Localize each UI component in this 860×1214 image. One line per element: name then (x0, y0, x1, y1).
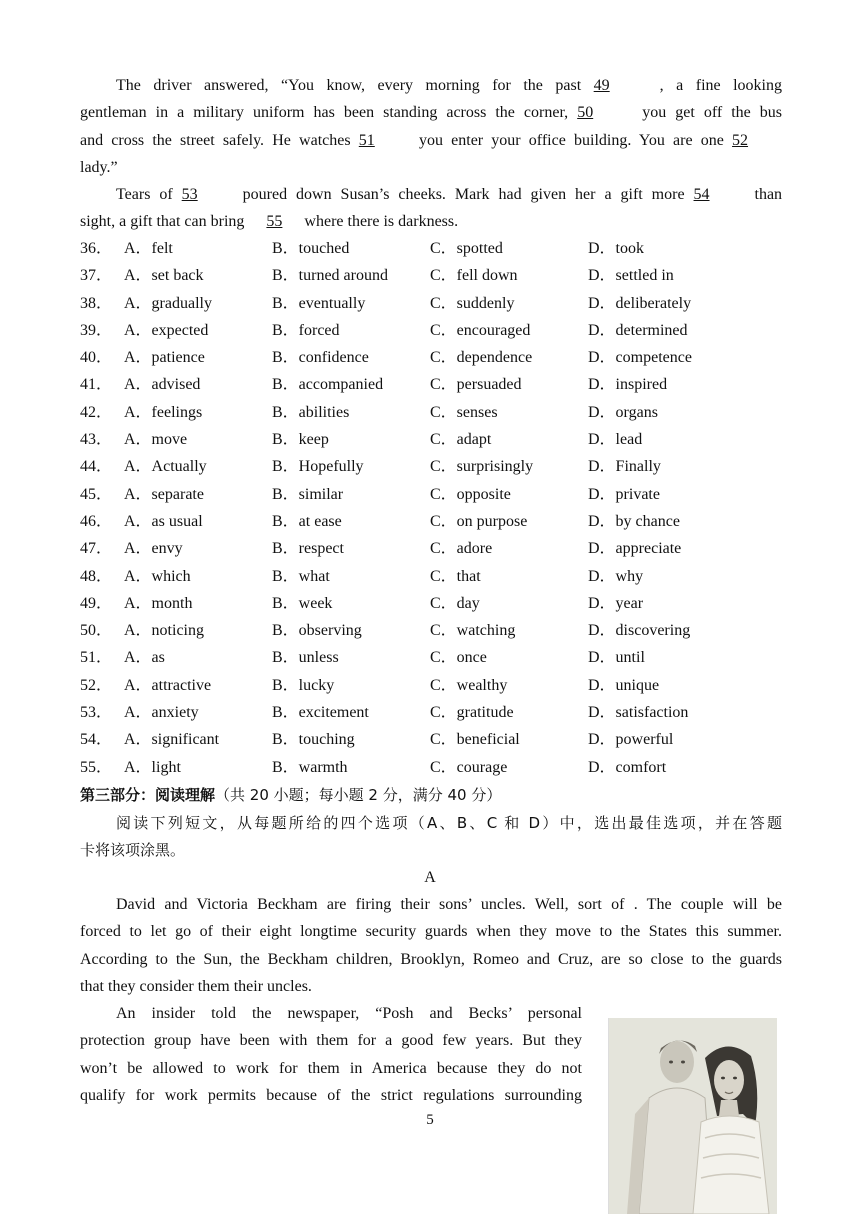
option-d: D．satisfaction (588, 704, 689, 722)
option-row: 50． A．noticing B．observing C．watching D．discovering (80, 617, 782, 644)
passage-line: Tears of 53 poured down Susan’s cheeks. Mark had given her a gift more 54 than (80, 181, 782, 208)
passage-line: and cross the street safely. He watches 51 you enter your office building. You are one 52 (80, 127, 782, 154)
option-row: 49． A．month B．week C．day D．year (80, 590, 782, 617)
option-b: B．excitement (272, 704, 369, 722)
option-d: D．took (588, 240, 645, 257)
passage-a-paragraph-1: David and Victoria Beckham are firing their sons’ uncles. Well, sort of . The couple will be forced to let go of their eight longtime security guards when they move to the States this summer. According to the Sun, the Beckham children, Brooklyn, Romeo and Cruz, are so close to the guards that they consider them their uncles. (80, 896, 782, 995)
option-row: 39． A．expected B．forced C．encouraged D．determined (80, 317, 782, 344)
option-b: B．turned around (272, 267, 388, 285)
option-c: C．spotted (430, 240, 503, 257)
option-c: C．adore (430, 540, 493, 558)
option-a: A．which (124, 567, 191, 585)
passage-a-paragraph-2: An insider told the newspaper, “Posh and Becks’ personal protection group have been with them for a good few years. But they won’t be allowed to work for them in America because they do not qualify for work permits because of the strict regulations surrounding (80, 1005, 582, 1104)
option-a: A．as (124, 649, 165, 667)
option-d: D．year (588, 594, 644, 612)
option-a: A．light (124, 758, 181, 776)
page-number: 5 (426, 1112, 434, 1128)
part3-instructions: 阅读下列短文，从每题所给的四个选项（A、B、C 和 D）中，选出最佳选项，并在答题 卡将该项涂黑。 (80, 814, 782, 860)
passage-line: The driver answered, “You know, every morning for the past 49 , a fine looking (80, 72, 782, 99)
option-b: B．touched (272, 240, 350, 257)
option-b: B．respect (272, 540, 344, 558)
option-row: 36． A．felt B．touched C．spotted D．took (80, 235, 782, 262)
option-row: 54． A．significant B．touching C．beneficial D．powerful (80, 726, 782, 753)
option-d: D．private (588, 485, 660, 503)
option-c: C．watching (430, 622, 516, 640)
option-b: B．warmth (272, 758, 348, 776)
option-a: A．attractive (124, 676, 212, 694)
option-b: B．week (272, 594, 333, 612)
option-c: C．beneficial (430, 731, 520, 749)
option-b: B．observing (272, 622, 362, 640)
option-b: B．lucky (272, 676, 335, 694)
option-b: B．eventually (272, 294, 366, 312)
option-c: C．that (430, 567, 481, 585)
option-d: D．lead (588, 431, 643, 449)
option-b: B．what (272, 567, 330, 585)
option-d: D．unique (588, 676, 660, 694)
option-row: 38． A．gradually B．eventually C．suddenly D．deliberately (80, 290, 782, 317)
passage-line: lady.” (80, 158, 118, 176)
option-row: 55． A．light B．warmth C．courage D．comfort (80, 754, 782, 781)
option-d: D．why (588, 567, 644, 585)
option-b: B．keep (272, 431, 329, 449)
option-a: A．set back (124, 267, 204, 285)
option-d: D．discovering (588, 622, 691, 640)
option-row: 47． A．envy B．respect C．adore D．appreciate (80, 535, 782, 562)
option-b: B．confidence (272, 349, 369, 367)
option-c: C．on purpose (430, 512, 528, 530)
option-a: A．patience (124, 349, 205, 367)
option-a: A．gradually (124, 294, 212, 312)
option-row: 43． A．move B．keep C．adapt D．lead (80, 426, 782, 453)
option-c: C．gratitude (430, 704, 514, 722)
option-row: 44． A．Actually B．Hopefully C．surprisingly D．Finally (80, 453, 782, 480)
option-d: D．powerful (588, 731, 674, 749)
option-a: A．felt (124, 240, 173, 257)
option-b: B．similar (272, 485, 344, 503)
option-b: B．accompanied (272, 376, 384, 394)
option-b: B．Hopefully (272, 458, 364, 476)
option-row: 51． A．as B．unless C．once D．until (80, 644, 782, 671)
option-b: B．touching (272, 731, 355, 749)
option-d: D．competence (588, 349, 692, 367)
option-d: D．determined (588, 321, 688, 339)
option-a: A．anxiety (124, 704, 199, 722)
option-row: 45． A．separate B．similar C．opposite D．private (80, 481, 782, 508)
option-c: C．senses (430, 403, 498, 421)
option-a: A．advised (124, 376, 201, 394)
option-b: B．forced (272, 321, 340, 339)
option-c: C．adapt (430, 431, 492, 449)
option-d: D．settled in (588, 267, 674, 285)
option-row: 52． A．attractive B．lucky C．wealthy D．unique (80, 672, 782, 699)
option-c: C．suddenly (430, 294, 515, 312)
option-row: 40． A．patience B．confidence C．dependence D．competence (80, 344, 782, 371)
blank-50: 50 (577, 104, 594, 122)
option-row: 42． A．feelings B．abilities C．senses D．organs (80, 399, 782, 426)
option-row: 37． A．set back B．turned around C．fell down D．settled in (80, 262, 782, 289)
option-a: A．significant (124, 731, 220, 749)
option-c: C．opposite (430, 485, 511, 503)
option-d: D．inspired (588, 376, 668, 394)
blank-54: 54 (693, 186, 710, 204)
option-d: D．Finally (588, 458, 661, 476)
part3-title: 第三部分：阅读理解 (80, 786, 216, 804)
part3-heading (80, 783, 501, 808)
option-a: A．move (124, 431, 188, 449)
option-d: D．appreciate (588, 540, 682, 558)
blank-49: 49 (593, 77, 610, 94)
option-a: A．month (124, 594, 193, 612)
blank-52: 52 (732, 131, 749, 149)
option-c: C．fell down (430, 267, 518, 285)
option-d: D．until (588, 649, 645, 667)
option-c: C．courage (430, 758, 508, 776)
option-row: 46． A．as usual B．at ease C．on purpose D．by chance (80, 508, 782, 535)
option-c: C．surprisingly (430, 458, 534, 476)
option-row: 53． A．anxiety B．excitement C．gratitude D．satisfaction (80, 699, 782, 726)
part3-scoring-note: （共 20 小题；每小题 2 分，满分 40 分） (215, 786, 502, 804)
option-c: C．encouraged (430, 321, 531, 339)
option-row: 48． A．which B．what C．that D．why (80, 563, 782, 590)
option-c: C．dependence (430, 349, 533, 367)
passage-line: sight, a gift that can bring 55 where there is darkness. (80, 208, 782, 235)
option-b: B．abilities (272, 403, 350, 421)
option-b: B．at ease (272, 512, 342, 530)
option-c: C．persuaded (430, 376, 522, 394)
option-a: A．noticing (124, 622, 204, 640)
option-a: A．Actually (124, 458, 207, 476)
blank-55: 55 (266, 213, 283, 231)
answer-options-list (80, 235, 782, 781)
blank-51: 51 (358, 131, 375, 149)
option-a: A．as usual (124, 512, 203, 530)
option-d: D．by chance (588, 512, 680, 530)
option-a: A．separate (124, 485, 204, 503)
passage-line: gentleman in a military uniform has been standing across the corner, 50 you get off the bus (80, 99, 782, 126)
option-a: A．expected (124, 321, 209, 339)
option-a: A．feelings (124, 403, 203, 421)
option-c: C．once (430, 649, 487, 667)
blank-53: 53 (181, 186, 198, 204)
cloze-passage-ending (80, 72, 782, 236)
option-d: D．deliberately (588, 294, 692, 312)
option-b: B．unless (272, 649, 339, 667)
option-d: D．comfort (588, 758, 667, 776)
option-c: C．wealthy (430, 676, 508, 694)
option-d: D．organs (588, 403, 658, 421)
option-c: C．day (430, 594, 480, 612)
section-label: A (424, 869, 436, 886)
option-a: A．envy (124, 540, 183, 558)
option-row: 41． A．advised B．accompanied C．persuaded D．inspired (80, 371, 782, 398)
